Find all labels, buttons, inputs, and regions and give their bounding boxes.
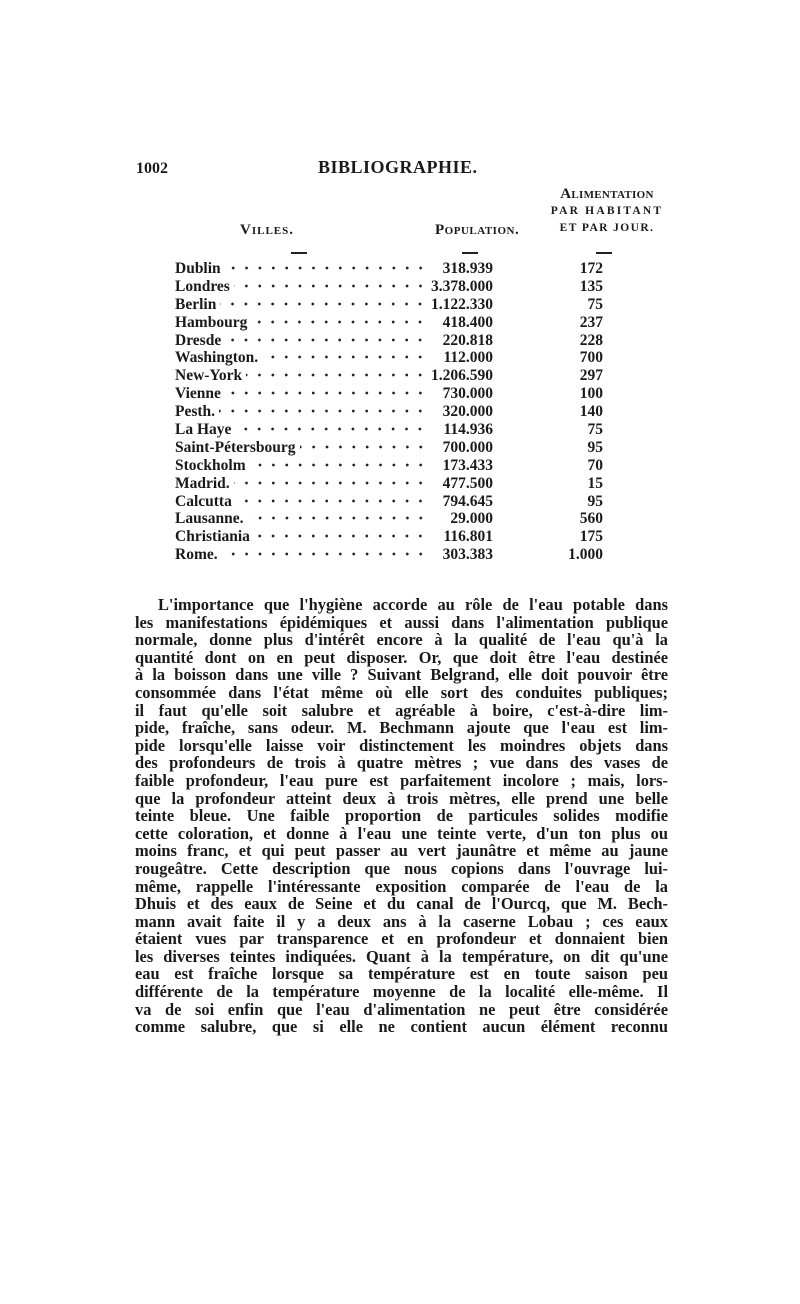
text-line: que la profondeur atteint deux à trois mètres, elle prend une belle <box>135 788 668 808</box>
city-cell <box>175 403 427 421</box>
text-line: moins franc, et qui peut passer au vert jaunâtre et même au jaune <box>135 841 668 861</box>
population-cell: 318.939 <box>442 260 493 277</box>
column-header-alimentation-line2: PAR HABITANT <box>550 205 664 217</box>
city-name: Dublin <box>175 260 221 277</box>
city-cell <box>175 457 427 475</box>
population-cell: 418.400 <box>442 313 493 331</box>
table-row <box>175 314 695 332</box>
alimentation-cell <box>493 367 603 385</box>
population-cell: 1.122.330 <box>431 295 493 313</box>
population-cell: 112.000 <box>443 349 493 367</box>
alimentation-value: 140 <box>579 403 603 421</box>
alimentation-value: 95 <box>587 492 603 510</box>
table-row <box>175 510 695 528</box>
population-cell: 3.378.000 <box>431 277 493 295</box>
city-name: Christiania <box>175 528 250 546</box>
table-row <box>175 296 695 314</box>
table-row <box>175 385 695 403</box>
population-cell: 320.000 <box>442 403 493 421</box>
alimentation-value: 1.000 <box>568 546 603 564</box>
alimentation-cell <box>493 278 603 296</box>
dot-leader <box>251 320 427 324</box>
text-line: eau est fraîche lorsque sa température est en toute saison peu <box>135 964 668 984</box>
alimentation-cell <box>493 385 603 403</box>
text-line: comme salubre, que si elle ne contient aucun élément reconnu <box>135 1017 668 1037</box>
dot-leader <box>262 355 427 359</box>
text-line: consommée dans l'état même où elle sort des conduites publiques; <box>135 682 668 702</box>
header-dash <box>462 252 478 254</box>
text-line: normale, donne plus d'intérêt encore à la qualité de l'eau qu'à la <box>135 630 668 650</box>
population-cell: 114.936 <box>443 421 493 439</box>
text-line: même, rappelle l'intéressante exposition comparée de l'eau de la <box>135 876 668 896</box>
dot-leader <box>248 516 428 520</box>
text-line: pide lorsqu'elle laisse voir distinctement les moindres objets dans <box>135 735 668 755</box>
dot-leader <box>236 499 427 503</box>
table-row <box>175 349 695 367</box>
alimentation-cell <box>493 475 603 493</box>
text-line: les manifestations épidémiques et aussi dans l'alimentation publique <box>135 612 668 632</box>
dot-leader <box>246 373 427 377</box>
column-header-population: Population. <box>435 222 520 238</box>
city-name: Madrid. <box>175 474 230 492</box>
city-cell <box>175 367 427 385</box>
city-name: Hambourg <box>175 313 248 331</box>
dot-leader <box>225 391 427 395</box>
page-number: 1002 <box>136 160 168 177</box>
text-line: à la boisson dans une ville ? Suivant Belgrand, elle doit pouvoir être <box>135 665 668 685</box>
alimentation-value: 70 <box>587 456 603 474</box>
text-line: étaient vues par transparence et en profondeur et donnaient bien <box>135 929 668 949</box>
text-line: cette coloration, et donne à l'eau une teinte verte, d'un ton plus ou <box>135 823 668 843</box>
city-name: Rome. <box>175 546 218 564</box>
table-row <box>175 367 695 385</box>
population-cell: 794.645 <box>442 492 493 510</box>
table-row <box>175 475 695 493</box>
dot-leader <box>222 552 427 556</box>
alimentation-value: 100 <box>579 385 603 403</box>
alimentation-cell <box>493 403 603 421</box>
text-line: mann avait faite il y a deux ans à la caserne Lobau ; ces eaux <box>135 911 668 931</box>
table-row <box>175 528 695 546</box>
header-dash <box>291 252 307 254</box>
dot-leader <box>234 284 427 288</box>
alimentation-cell <box>493 546 603 564</box>
population-cell: 173.433 <box>442 456 493 474</box>
dot-leader <box>219 409 427 413</box>
alimentation-value: 75 <box>587 421 603 439</box>
text-line: des profondeurs de trois à quatre mètres ; vue dans des vases de <box>135 753 668 773</box>
city-cell <box>175 528 427 546</box>
city-name: Washington. <box>175 349 259 367</box>
population-cell: 700.000 <box>442 438 493 456</box>
alimentation-value: 237 <box>579 313 603 331</box>
city-name: La Haye <box>175 421 232 439</box>
city-name: Stockholm <box>175 456 246 474</box>
city-cell <box>175 385 427 403</box>
header-dash <box>596 252 612 254</box>
text-line: va de soi enfin que l'eau d'alimentation ne peut être considérée <box>135 999 668 1019</box>
column-header-alimentation-line3: ET PAR JOUR. <box>559 222 655 234</box>
city-name: Lausanne. <box>175 510 244 528</box>
table-row <box>175 260 695 278</box>
alimentation-value: 700 <box>579 349 603 367</box>
city-cell <box>175 332 427 350</box>
dot-leader <box>234 481 427 485</box>
text-line: les diverses teintes indiquées. Quant à la température, on dit qu'une <box>135 946 668 966</box>
table-row <box>175 403 695 421</box>
city-name: Berlin <box>175 295 217 313</box>
dot-leader <box>225 266 427 270</box>
dot-leader <box>235 427 427 431</box>
table-row <box>175 546 695 564</box>
population-cell: 303.383 <box>442 546 493 564</box>
table-row <box>175 457 695 475</box>
alimentation-value: 135 <box>579 277 603 295</box>
dot-leader <box>250 463 427 467</box>
alimentation-value: 75 <box>587 295 603 313</box>
alimentation-cell <box>493 528 603 546</box>
column-header-villes: Villes. <box>240 222 294 238</box>
alimentation-cell <box>493 260 603 278</box>
dot-leader <box>300 445 427 449</box>
alimentation-value: 175 <box>579 528 603 546</box>
city-cell <box>175 510 427 528</box>
population-cell: 220.818 <box>442 331 493 349</box>
table-row <box>175 439 695 457</box>
population-cell: 29.000 <box>450 510 493 528</box>
column-header-alimentation-line1: Alimentation <box>560 186 654 202</box>
city-name: Londres <box>175 277 230 295</box>
city-cell <box>175 475 427 493</box>
text-line: faible profondeur, l'eau pure est parfaitement incolore ; mais, lors- <box>135 770 668 790</box>
population-cell: 477.500 <box>442 474 493 492</box>
city-cell <box>175 349 427 367</box>
dot-leader <box>225 338 427 342</box>
city-name: Calcutta <box>175 492 232 510</box>
text-line: pide, fraîche, sans odeur. M. Bechmann ajoute que l'eau est lim- <box>135 718 668 738</box>
alimentation-value: 15 <box>587 474 603 492</box>
text-line: différente de la température moyenne de la localité elle-même. Il <box>135 982 668 1002</box>
dot-leader <box>254 534 427 538</box>
alimentation-value: 95 <box>587 438 603 456</box>
alimentation-value: 560 <box>579 510 603 528</box>
city-cell <box>175 493 427 511</box>
text-line: il faut qu'elle soit salubre et agréable à boire, c'est-à-dire lim- <box>135 700 668 720</box>
dot-leader <box>220 302 427 306</box>
population-cell: 116.801 <box>443 528 493 546</box>
table-row <box>175 421 695 439</box>
city-name: Pesth. <box>175 403 216 421</box>
city-cell <box>175 260 427 278</box>
text-line: quantité dont on en peut disposer. Or, que doit être l'eau destinée <box>135 647 668 667</box>
alimentation-cell <box>493 349 603 367</box>
alimentation-cell <box>493 439 603 457</box>
text-line: L'importance que l'hygiène accorde au rôle de l'eau potable dans <box>158 595 668 614</box>
population-cell: 1.206.590 <box>431 367 493 385</box>
city-name: Vienne <box>175 385 221 403</box>
city-name: Saint-Pétersbourg <box>175 438 296 456</box>
text-line: teinte bleue. Une faible proportion de particules solides modifie <box>135 806 668 826</box>
city-cell <box>175 546 427 564</box>
alimentation-value: 172 <box>579 260 603 277</box>
alimentation-value: 297 <box>579 367 603 385</box>
alimentation-cell <box>493 510 603 528</box>
population-cell: 730.000 <box>442 385 493 403</box>
running-title: BIBLIOGRAPHIE. <box>318 157 478 177</box>
city-name: New-York <box>175 367 243 385</box>
city-cell <box>175 421 427 439</box>
alimentation-cell <box>493 457 603 475</box>
table-row <box>175 278 695 296</box>
alimentation-cell <box>493 493 603 511</box>
city-cell <box>175 278 427 296</box>
text-line: Dhuis et des eaux de Seine et du canal de l'Ourcq, que M. Bech- <box>135 894 668 914</box>
table-row <box>175 332 695 350</box>
city-name: Dresde <box>175 331 222 349</box>
alimentation-cell <box>493 314 603 332</box>
alimentation-cell <box>493 421 603 439</box>
table-row <box>175 493 695 511</box>
city-cell <box>175 296 427 314</box>
body-paragraph <box>135 596 668 1036</box>
text-line: rougeâtre. Cette description que nous copions dans l'ouvrage lui- <box>135 858 668 878</box>
city-cell <box>175 314 427 332</box>
alimentation-value: 228 <box>579 331 603 349</box>
city-cell <box>175 439 427 457</box>
alimentation-cell <box>493 296 603 314</box>
city-water-table <box>175 260 695 564</box>
alimentation-cell <box>493 332 603 350</box>
